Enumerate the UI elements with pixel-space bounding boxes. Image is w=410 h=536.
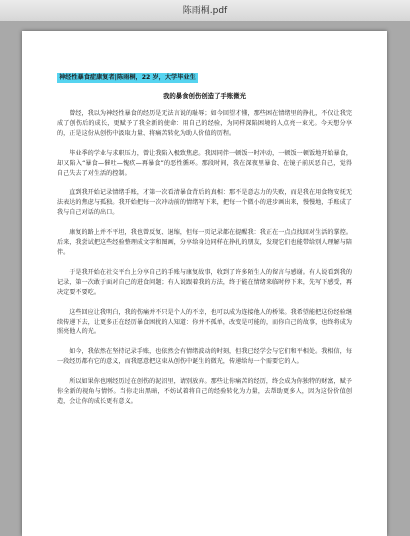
pdf-page[interactable]	[22, 31, 387, 536]
paragraph-8: 所以如果你也刚经历过在创伤的泥沼里，请别放弃。那些让你痛苦的经历，终会成为你独特的财富，赋予你全新的视角与情怀。当你走出黑暗，不妨试着将自己的经验转化为力量，去帮助更多人，因为这份价值创造，会让你的成长更有意义。	[57, 378, 352, 405]
window-titlebar[interactable]	[0, 0, 410, 22]
paragraph-5: 于是我开始在社交平台上分享自己的手账与康复故事，收到了许多陌生人的留言与感谢。有人说看到我的记录，第一次敢于面对自己的进食问题；有人说跟着我的方法，终于能在情绪来临时停下来，先写下感受，再决定要不要吃。	[57, 268, 352, 296]
document-header	[57, 64, 352, 83]
paragraph-1: 曾经，我以为神经性暴食的经历是无法言说的耻辱；如今回望才懂，那些困在情绪里的挣扎，不仅让我完成了创伤后的成长，更赋予了我全新的使命：用自己的经验，为同样深陷困境的人点亮一束光。今天想分享的，正是这份从创伤中汲取力量、将痛苦转化为助人价值的历程。	[57, 110, 352, 137]
paragraph-2: 毕业季的学业与求职压力，曾让我陷入极致焦虑。我因同伴一顿饭一时冲动，一顿饭一顿饭地开始暴食，却又陷入“暴食—催吐—愧疚—再暴食”的恶性循环。那段时间，我在深夜里暴食、在镜子前厌恶自己，觉得自己失去了对生活的控制。	[57, 149, 352, 177]
highlighted-author-line: 神经性暴食症康复者|陈雨桐，22 岁，大学毕业生	[59, 74, 196, 81]
article-title: 我的暴食创伤创造了手账微光	[162, 92, 247, 100]
window-title: 陈雨桐.pdf	[182, 6, 228, 16]
paragraph-6: 这些回应让我明白，我的伤痛并不只是个人的不幸，也可以成为连接他人的桥梁。我希望能把这份经验继续传递下去，让更多正在经历暴食困扰的人知道：你并不孤单，改变是可能的，而你自己的故事，也终将成为照亮他人的光。	[57, 308, 352, 336]
paragraph-7: 如今，我依然在坚持记录手账，也依然会有情绪波动的时刻，但我已经学会与它们和平相处。我相信，每一段经历都有它的意义，而我愿意把这束从创伤中诞生的微光，传递给每一个需要它的人。	[57, 348, 352, 366]
paragraph-4: 康复的路上并不平坦，我也曾反复、退缩，但每一页记录都在提醒我：我正在一点点找回对生活的掌控。后来，我尝试把这些经验整理成文字和图画，分享给身边同样在挣扎的朋友，发现它们也能带给别人理解与陪伴。	[57, 229, 352, 256]
paragraph-3: 直到我开始记录情绪手账，才第一次看清暴食背后的真相：那不是意志力的失败，而是我在用食物安抚无法表达的焦虑与孤独。我开始把每一次冲动前的情绪写下来，把每一个微小的进步画出来，慢慢地，手账成了我与自己对话的出口。	[57, 189, 352, 217]
